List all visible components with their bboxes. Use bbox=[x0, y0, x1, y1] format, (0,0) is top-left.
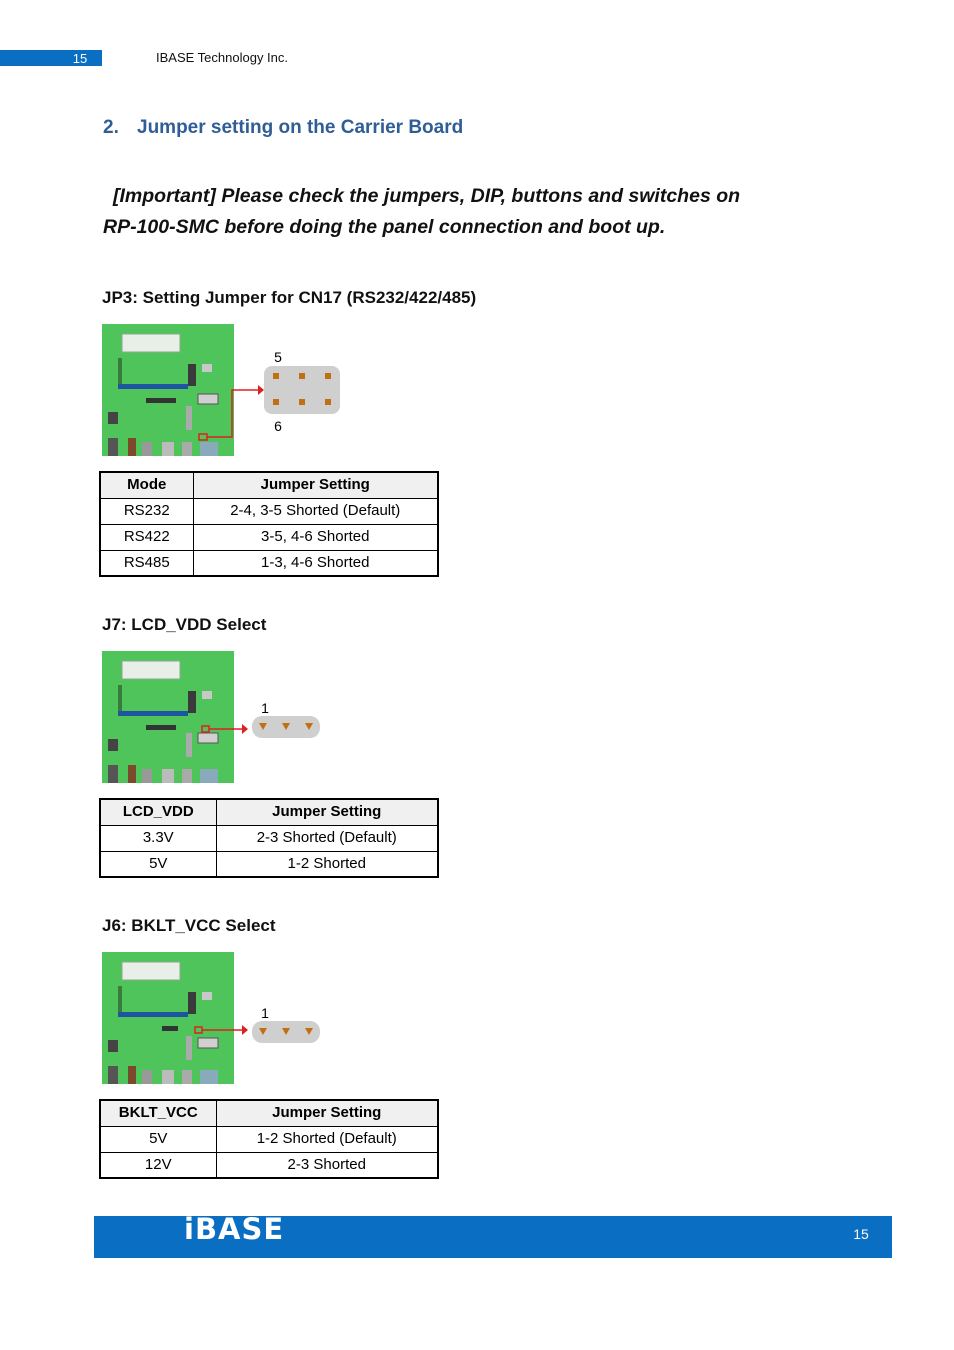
table-row bbox=[100, 825, 438, 851]
table-row bbox=[100, 550, 438, 576]
table-cell: 1-2 Shorted (Default) bbox=[216, 1126, 438, 1152]
table-cell: 2-3 Shorted (Default) bbox=[216, 825, 438, 851]
table-cell: 3-5, 4-6 Shorted bbox=[193, 524, 438, 550]
table-cell: 2-3 Shorted bbox=[216, 1152, 438, 1178]
table-header-cell: Mode bbox=[100, 472, 193, 498]
table-cell: 1-3, 4-6 Shorted bbox=[193, 550, 438, 576]
table-row bbox=[100, 524, 438, 550]
table-header-cell: LCD_VDD bbox=[100, 799, 216, 825]
important-line-1: [Important] Please check the jumpers, DIP, buttons and switches on bbox=[113, 185, 741, 207]
j6-board-image bbox=[102, 952, 234, 1084]
ibase-logo: iBASE bbox=[184, 1212, 285, 1246]
table-cell: RS422 bbox=[100, 524, 193, 550]
section-title-text: Jumper setting on the Carrier Board bbox=[137, 117, 464, 138]
table-row bbox=[100, 851, 438, 877]
table-cell: RS232 bbox=[100, 498, 193, 524]
header-company: IBASE Technology Inc. bbox=[156, 50, 289, 65]
j6-table bbox=[99, 1099, 439, 1179]
section-title bbox=[103, 117, 463, 139]
j6-pin-label: 1 bbox=[261, 1005, 269, 1021]
table-header-row bbox=[100, 1100, 438, 1126]
table-cell: 2-4, 3-5 Shorted (Default) bbox=[193, 498, 438, 524]
j7-board-image bbox=[102, 651, 234, 783]
j6-jumper-diagram bbox=[232, 1003, 324, 1045]
footer-page-number: 15 bbox=[853, 1226, 869, 1242]
header-page-number: 15 bbox=[72, 51, 88, 66]
jp3-jumper-diagram bbox=[230, 346, 346, 436]
j6-heading: J6: BKLT_VCC Select bbox=[102, 916, 276, 935]
table-row bbox=[100, 1126, 438, 1152]
table-header-row bbox=[100, 472, 438, 498]
j7-jumper-diagram bbox=[232, 698, 324, 740]
section-number: 2. bbox=[103, 117, 119, 138]
table-header-cell: Jumper Setting bbox=[193, 472, 438, 498]
j7-pin-label: 1 bbox=[261, 700, 269, 716]
table-cell: 3.3V bbox=[100, 825, 216, 851]
j7-heading: J7: LCD_VDD Select bbox=[102, 615, 267, 634]
table-header-cell: Jumper Setting bbox=[216, 799, 438, 825]
jp3-heading: JP3: Setting Jumper for CN17 (RS232/422/485) bbox=[102, 288, 477, 307]
important-line-2: RP-100-SMC before doing the panel connection and boot up. bbox=[103, 216, 666, 238]
jp3-table bbox=[99, 471, 439, 577]
table-header-row bbox=[100, 799, 438, 825]
table-cell: 12V bbox=[100, 1152, 216, 1178]
table-cell: 5V bbox=[100, 851, 216, 877]
jp3-board-image bbox=[102, 324, 234, 456]
important-note bbox=[103, 181, 803, 243]
jp3-pin-label-bottom: 6 bbox=[274, 418, 282, 434]
table-header-cell: Jumper Setting bbox=[216, 1100, 438, 1126]
table-cell: RS485 bbox=[100, 550, 193, 576]
table-cell: 1-2 Shorted bbox=[216, 851, 438, 877]
table-row bbox=[100, 498, 438, 524]
table-header-cell: BKLT_VCC bbox=[100, 1100, 216, 1126]
j7-table bbox=[99, 798, 439, 878]
table-cell: 5V bbox=[100, 1126, 216, 1152]
table-row bbox=[100, 1152, 438, 1178]
jp3-pin-label-top: 5 bbox=[274, 349, 282, 365]
